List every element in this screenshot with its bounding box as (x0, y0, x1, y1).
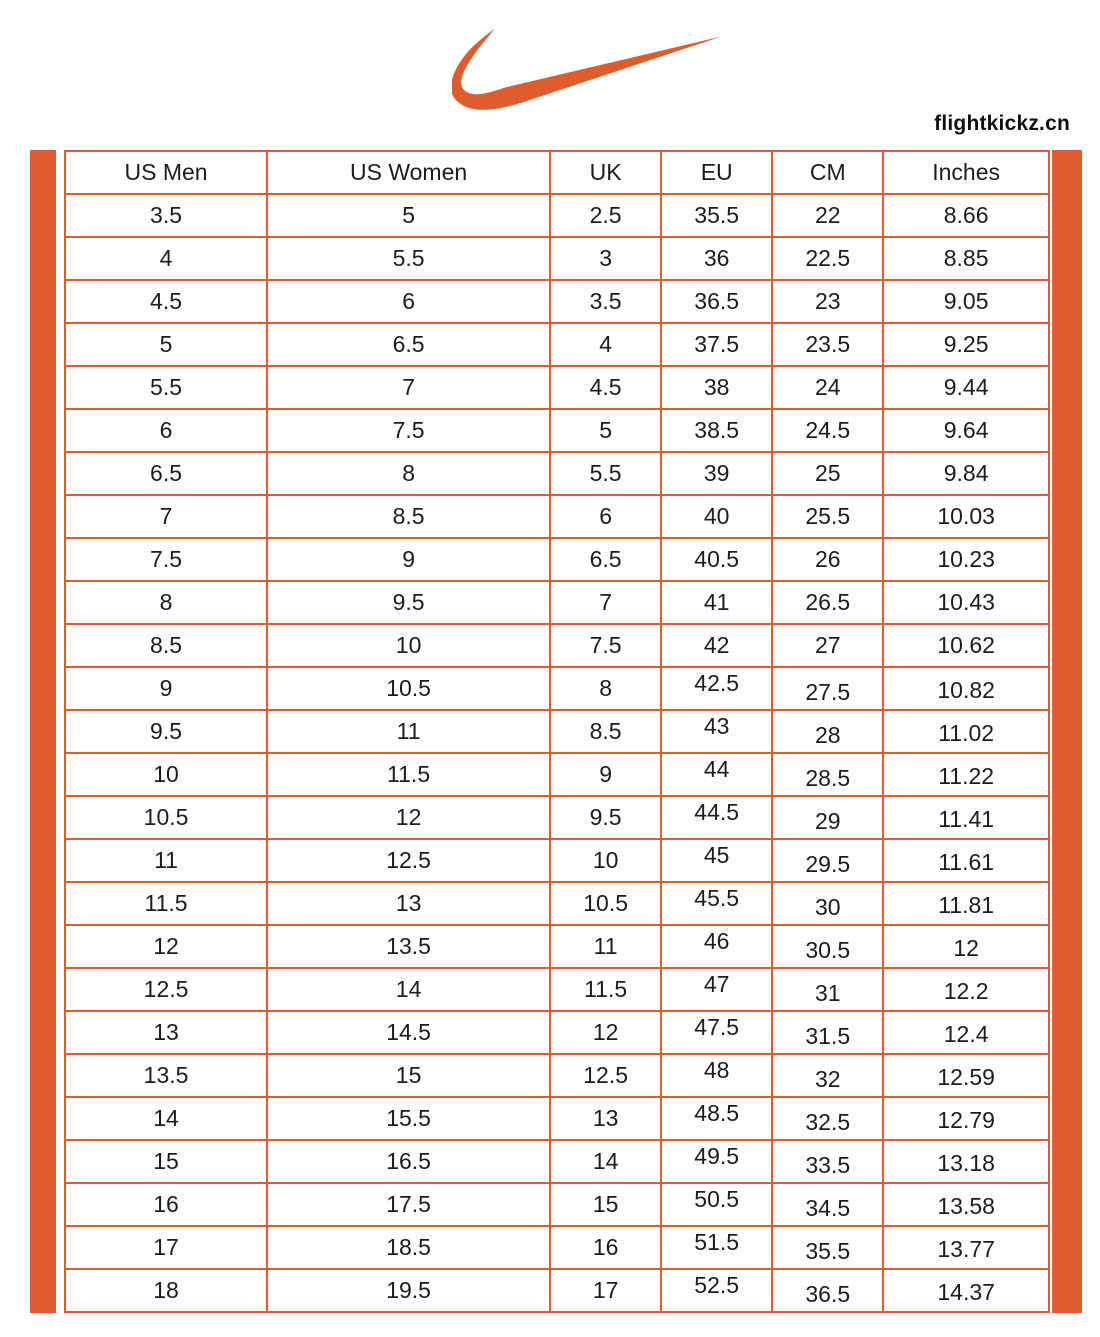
table-cell: 29 (772, 796, 883, 839)
table-row (65, 1183, 1049, 1226)
table-cell: 45.5 (661, 882, 772, 925)
table-cell: 6.5 (65, 452, 267, 495)
table-cell: 11 (550, 925, 661, 968)
table-cell: 43 (661, 710, 772, 753)
table-cell: 3.5 (65, 194, 267, 237)
nike-swoosh-icon (452, 24, 724, 116)
table-cell: 3 (550, 237, 661, 280)
table-cell: 8.5 (550, 710, 661, 753)
column-header: CM (772, 151, 883, 194)
table-cell: 10.5 (65, 796, 267, 839)
table-row (65, 753, 1049, 796)
table-cell: 42 (661, 624, 772, 667)
table-row (65, 839, 1049, 882)
table-cell: 26 (772, 538, 883, 581)
table-cell: 50.5 (661, 1183, 772, 1226)
table-cell: 35.5 (661, 194, 772, 237)
table-row (65, 667, 1049, 710)
table-cell: 24 (772, 366, 883, 409)
table-cell: 5.5 (550, 452, 661, 495)
table-cell: 31 (772, 968, 883, 1011)
table-cell: 51.5 (661, 1226, 772, 1269)
column-header: UK (550, 151, 661, 194)
header-row (65, 151, 1049, 194)
table-cell: 22.5 (772, 237, 883, 280)
table-row (65, 323, 1049, 366)
table-cell: 13.18 (883, 1140, 1049, 1183)
table-cell: 49.5 (661, 1140, 772, 1183)
table-cell: 17 (550, 1269, 661, 1312)
table-cell: 15.5 (267, 1097, 550, 1140)
table-cell: 5 (65, 323, 267, 366)
table-body (65, 194, 1049, 1312)
table-cell: 15 (65, 1140, 267, 1183)
table-cell: 9.44 (883, 366, 1049, 409)
table-row (65, 1054, 1049, 1097)
table-cell: 7 (65, 495, 267, 538)
table-cell: 27.5 (772, 667, 883, 710)
table-cell: 9 (267, 538, 550, 581)
table-row (65, 710, 1049, 753)
table-cell: 14 (550, 1140, 661, 1183)
table-row (65, 194, 1049, 237)
table-cell: 11 (65, 839, 267, 882)
table-cell: 4 (65, 237, 267, 280)
table-cell: 9.64 (883, 409, 1049, 452)
left-accent-bar (30, 150, 56, 1313)
table-cell: 12.59 (883, 1054, 1049, 1097)
table-cell: 37.5 (661, 323, 772, 366)
table-cell: 10.03 (883, 495, 1049, 538)
table-cell: 12 (883, 925, 1049, 968)
table-cell: 5 (550, 409, 661, 452)
table-cell: 27 (772, 624, 883, 667)
table-cell: 34.5 (772, 1183, 883, 1226)
table-cell: 45 (661, 839, 772, 882)
table-row (65, 409, 1049, 452)
table-cell: 12.5 (65, 968, 267, 1011)
table-cell: 15 (267, 1054, 550, 1097)
table-cell: 30.5 (772, 925, 883, 968)
table-cell: 52.5 (661, 1269, 772, 1312)
table-cell: 4.5 (65, 280, 267, 323)
table-cell: 5 (267, 194, 550, 237)
table-cell: 7 (267, 366, 550, 409)
table-cell: 9 (550, 753, 661, 796)
table-cell: 47 (661, 968, 772, 1011)
table-cell: 17 (65, 1226, 267, 1269)
table-row (65, 366, 1049, 409)
table-cell: 36.5 (772, 1269, 883, 1312)
table-row (65, 1226, 1049, 1269)
table-cell: 13.5 (65, 1054, 267, 1097)
table-cell: 9.5 (267, 581, 550, 624)
right-accent-bar (1052, 150, 1082, 1313)
table-cell: 13 (65, 1011, 267, 1054)
table-cell: 8 (550, 667, 661, 710)
table-cell: 16 (550, 1226, 661, 1269)
table-cell: 9.84 (883, 452, 1049, 495)
table-cell: 11.02 (883, 710, 1049, 753)
table-cell: 42.5 (661, 667, 772, 710)
table-cell: 19.5 (267, 1269, 550, 1312)
table-row (65, 925, 1049, 968)
table-cell: 9.5 (65, 710, 267, 753)
table-cell: 14.5 (267, 1011, 550, 1054)
table-cell: 10.43 (883, 581, 1049, 624)
table-cell: 23 (772, 280, 883, 323)
table-cell: 13.58 (883, 1183, 1049, 1226)
table-cell: 12 (65, 925, 267, 968)
table-cell: 4 (550, 323, 661, 366)
table-cell: 10 (65, 753, 267, 796)
table-cell: 6.5 (267, 323, 550, 366)
table-cell: 14 (65, 1097, 267, 1140)
table-cell: 9.05 (883, 280, 1049, 323)
table-cell: 10.5 (550, 882, 661, 925)
table-cell: 17.5 (267, 1183, 550, 1226)
table-cell: 36 (661, 237, 772, 280)
table-cell: 13.77 (883, 1226, 1049, 1269)
table-cell: 32.5 (772, 1097, 883, 1140)
column-header: US Men (65, 151, 267, 194)
table-row (65, 1011, 1049, 1054)
table-cell: 31.5 (772, 1011, 883, 1054)
table-cell: 6 (267, 280, 550, 323)
table-cell: 25 (772, 452, 883, 495)
table-cell: 4.5 (550, 366, 661, 409)
table-cell: 7.5 (550, 624, 661, 667)
table-cell: 18.5 (267, 1226, 550, 1269)
table-cell: 38.5 (661, 409, 772, 452)
table-cell: 40 (661, 495, 772, 538)
table-row (65, 581, 1049, 624)
table-row (65, 1097, 1049, 1140)
table-cell: 10 (267, 624, 550, 667)
table-cell: 11.61 (883, 839, 1049, 882)
table-cell: 24.5 (772, 409, 883, 452)
table-cell: 12 (267, 796, 550, 839)
table-cell: 48.5 (661, 1097, 772, 1140)
table-cell: 12.2 (883, 968, 1049, 1011)
table-cell: 18 (65, 1269, 267, 1312)
table-cell: 12 (550, 1011, 661, 1054)
page-header (0, 0, 1100, 150)
table-cell: 7 (550, 581, 661, 624)
table-row (65, 452, 1049, 495)
table-cell: 39 (661, 452, 772, 495)
table-cell: 46 (661, 925, 772, 968)
table-row (65, 1269, 1049, 1312)
table-cell: 2.5 (550, 194, 661, 237)
table-cell: 10.5 (267, 667, 550, 710)
table-cell: 23.5 (772, 323, 883, 366)
table-cell: 47.5 (661, 1011, 772, 1054)
table-cell: 9.25 (883, 323, 1049, 366)
table-cell: 8 (65, 581, 267, 624)
column-header: EU (661, 151, 772, 194)
table-cell: 8.5 (65, 624, 267, 667)
table-row (65, 796, 1049, 839)
table-cell: 32 (772, 1054, 883, 1097)
table-cell: 11.22 (883, 753, 1049, 796)
table-row (65, 237, 1049, 280)
table-cell: 9.5 (550, 796, 661, 839)
table-cell: 8.85 (883, 237, 1049, 280)
table-cell: 36.5 (661, 280, 772, 323)
table-row (65, 968, 1049, 1011)
table-cell: 11 (267, 710, 550, 753)
table-cell: 12.5 (550, 1054, 661, 1097)
table-cell: 11.81 (883, 882, 1049, 925)
table-cell: 25.5 (772, 495, 883, 538)
table-cell: 12.4 (883, 1011, 1049, 1054)
table-cell: 35.5 (772, 1226, 883, 1269)
table-cell: 40.5 (661, 538, 772, 581)
table-header (65, 151, 1049, 194)
table-cell: 29.5 (772, 839, 883, 882)
table-cell: 10.23 (883, 538, 1049, 581)
table-cell: 44.5 (661, 796, 772, 839)
table-cell: 6 (65, 409, 267, 452)
table-cell: 16.5 (267, 1140, 550, 1183)
table-cell: 5.5 (267, 237, 550, 280)
site-name: flightkickz.cn (934, 112, 1070, 135)
size-conversion-table (64, 150, 1050, 1313)
table-row (65, 1140, 1049, 1183)
table-cell: 13 (550, 1097, 661, 1140)
table-cell: 28 (772, 710, 883, 753)
table-cell: 7.5 (65, 538, 267, 581)
table-cell: 30 (772, 882, 883, 925)
table-row (65, 882, 1049, 925)
table-cell: 41 (661, 581, 772, 624)
table-row (65, 624, 1049, 667)
table-row (65, 495, 1049, 538)
table-cell: 6.5 (550, 538, 661, 581)
table-cell: 13.5 (267, 925, 550, 968)
table-cell: 9 (65, 667, 267, 710)
table-cell: 44 (661, 753, 772, 796)
table-cell: 11.5 (550, 968, 661, 1011)
table-cell: 38 (661, 366, 772, 409)
table-cell: 12.5 (267, 839, 550, 882)
table-cell: 12.79 (883, 1097, 1049, 1140)
column-header: US Women (267, 151, 550, 194)
table-cell: 13 (267, 882, 550, 925)
table-cell: 15 (550, 1183, 661, 1226)
table-cell: 5.5 (65, 366, 267, 409)
table-cell: 22 (772, 194, 883, 237)
table-cell: 11.5 (65, 882, 267, 925)
table-cell: 11.5 (267, 753, 550, 796)
table-cell: 33.5 (772, 1140, 883, 1183)
table-row (65, 280, 1049, 323)
table-cell: 14.37 (883, 1269, 1049, 1312)
table-cell: 10.62 (883, 624, 1049, 667)
size-chart (30, 150, 1082, 1313)
table-cell: 26.5 (772, 581, 883, 624)
table-cell: 8.5 (267, 495, 550, 538)
table-cell: 8.66 (883, 194, 1049, 237)
table-cell: 6 (550, 495, 661, 538)
table-cell: 14 (267, 968, 550, 1011)
table-cell: 16 (65, 1183, 267, 1226)
table-cell: 10 (550, 839, 661, 882)
table-row (65, 538, 1049, 581)
table-cell: 10.82 (883, 667, 1049, 710)
table-cell: 11.41 (883, 796, 1049, 839)
table-cell: 7.5 (267, 409, 550, 452)
column-header: Inches (883, 151, 1049, 194)
nike-swoosh-logo (452, 24, 724, 116)
table-cell: 48 (661, 1054, 772, 1097)
table-cell: 28.5 (772, 753, 883, 796)
table-cell: 8 (267, 452, 550, 495)
table-cell: 3.5 (550, 280, 661, 323)
